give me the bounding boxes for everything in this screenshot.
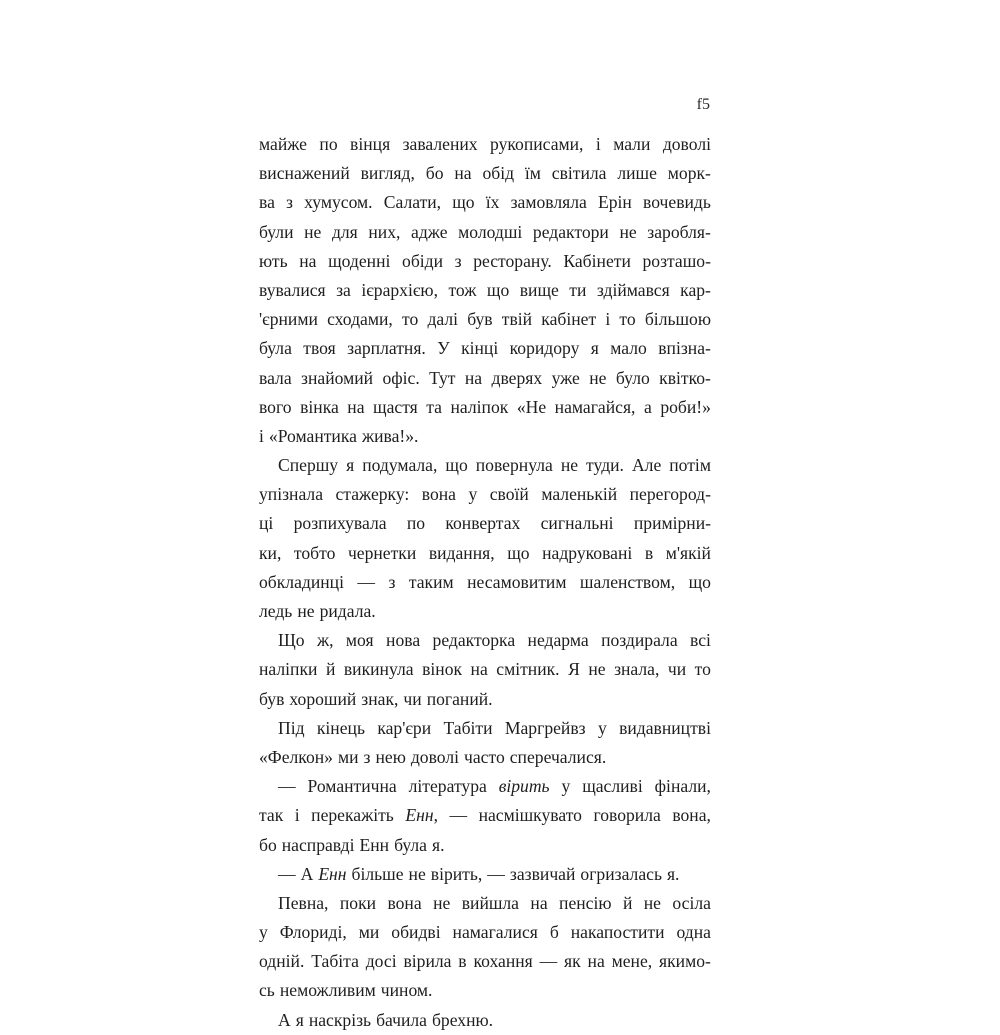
word: якимо-	[659, 951, 711, 972]
word: потім	[669, 455, 711, 476]
page-number: f5	[696, 96, 710, 113]
word: кінець	[316, 717, 365, 738]
text-line	[259, 626, 711, 655]
word: хороший	[289, 688, 357, 709]
word: насправді	[281, 834, 355, 855]
word: всі	[690, 630, 711, 651]
word: знайомий	[301, 367, 374, 388]
word: зарплатня.	[347, 338, 426, 359]
word: нова	[386, 630, 421, 651]
word: туди.	[586, 455, 624, 476]
text-line	[259, 743, 711, 772]
word: ж,	[316, 630, 334, 651]
word: у	[468, 484, 478, 505]
text-line	[259, 685, 711, 714]
word: з	[454, 250, 462, 271]
word: не	[643, 892, 661, 913]
word: Що	[278, 630, 305, 651]
word: вого	[259, 396, 292, 417]
word: не	[560, 455, 579, 476]
word: впізна-	[658, 338, 711, 359]
word: виснажений	[259, 163, 350, 184]
word: література	[408, 776, 487, 797]
word: був	[467, 309, 493, 330]
word: сь	[259, 980, 275, 1001]
word: б	[549, 922, 559, 943]
word: фінали,	[654, 776, 711, 797]
word: твій	[501, 309, 533, 330]
word: роби!»	[660, 396, 711, 417]
word: дверях	[491, 367, 543, 388]
word: ледь	[259, 601, 293, 621]
word: сигнальні	[540, 513, 614, 534]
word: лише	[617, 163, 657, 184]
word: їх	[485, 192, 500, 213]
word: Я	[568, 659, 580, 680]
word: розпихувала	[293, 513, 387, 534]
word: редактори	[532, 221, 609, 242]
word: Табіти	[443, 717, 493, 738]
word: вище	[519, 279, 559, 300]
word: з	[388, 571, 396, 592]
word: викинула	[343, 659, 414, 680]
word: стажерку:	[335, 484, 410, 505]
word: по	[319, 134, 338, 154]
word: 'єрними	[259, 309, 318, 330]
word: обкладинці	[259, 571, 344, 592]
word: своїй	[489, 484, 529, 505]
word: говорила	[593, 805, 661, 826]
word: вона,	[672, 805, 711, 826]
word: Ерін	[598, 192, 632, 213]
word: нею	[375, 746, 406, 767]
text-line	[259, 159, 711, 188]
word: на	[464, 367, 483, 388]
word: наліпки	[259, 659, 318, 680]
word: таким	[408, 571, 454, 592]
word: —	[278, 863, 296, 884]
word: було	[615, 367, 650, 388]
word: хумусом.	[304, 192, 373, 213]
word: Певна,	[278, 892, 329, 913]
word: вувалися	[259, 279, 326, 300]
word: кінці	[461, 338, 499, 359]
word: тож	[448, 279, 477, 300]
word: м'якій	[665, 542, 711, 563]
text-line	[259, 655, 711, 684]
word: а	[643, 396, 652, 417]
word: були	[259, 221, 294, 242]
word: молодші	[458, 221, 523, 242]
word: ми	[358, 922, 380, 943]
text-line	[259, 772, 711, 801]
word: твоя	[303, 338, 336, 359]
word: і	[259, 425, 264, 446]
word: так	[259, 805, 284, 826]
word: А	[278, 1009, 291, 1030]
word: вигляд,	[360, 163, 415, 184]
word: редакторка	[432, 630, 516, 651]
text-line	[259, 509, 711, 538]
word: за	[336, 279, 351, 300]
word: з	[363, 746, 371, 767]
word: огризалась	[580, 863, 662, 884]
word: ти	[569, 279, 587, 300]
word: А	[300, 863, 314, 884]
word: накапостити	[570, 922, 665, 943]
word: і	[595, 134, 601, 154]
word: як	[564, 951, 581, 972]
word: з	[286, 192, 293, 213]
word: я.	[666, 863, 680, 884]
word: зазвичай	[509, 863, 576, 884]
word: брехню.	[431, 1009, 494, 1030]
word: офіс.	[382, 367, 420, 388]
word: ва	[259, 192, 275, 213]
word: для	[331, 221, 358, 242]
word: Енн	[318, 863, 347, 884]
word: Флориді,	[279, 922, 347, 943]
word: чи	[403, 688, 422, 709]
text-line	[259, 860, 711, 889]
word: «Не	[516, 396, 547, 417]
text-line	[259, 276, 711, 305]
word: вірить	[498, 776, 550, 797]
word: намагайся,	[554, 396, 636, 417]
word: світила	[551, 163, 607, 184]
text-line	[259, 247, 711, 276]
word: доволі	[410, 746, 460, 767]
word: у	[597, 717, 607, 738]
word: наскрізь	[308, 1009, 372, 1030]
word: що	[452, 192, 475, 213]
text-line	[259, 831, 711, 860]
word: обіди	[402, 250, 444, 271]
word: тобто	[293, 542, 336, 563]
text-line	[259, 947, 711, 976]
text-line	[259, 451, 711, 480]
word: —	[449, 805, 468, 826]
word: то	[619, 309, 636, 330]
word: здіймався	[596, 279, 670, 300]
word: що	[486, 279, 510, 300]
word: не	[588, 659, 606, 680]
word: кар'єри	[377, 717, 432, 738]
word: «Фелкон»	[259, 746, 333, 767]
word: й	[325, 659, 336, 680]
word: бо	[259, 834, 277, 855]
word: поздирала	[601, 630, 678, 651]
word: моя	[345, 630, 374, 651]
word: мали	[613, 134, 651, 154]
word: не	[619, 221, 637, 242]
word: більше	[351, 863, 404, 884]
word: то	[694, 659, 711, 680]
text-line	[259, 218, 711, 247]
word: Енн,	[405, 805, 438, 826]
word: знала,	[614, 659, 660, 680]
word: жива!».	[361, 425, 419, 446]
word: Маргрейвз	[504, 717, 586, 738]
text-line	[259, 188, 711, 217]
text-line	[259, 1006, 711, 1035]
word: одна	[676, 922, 711, 943]
word: перекажіть	[311, 805, 394, 826]
word: вочевидь	[643, 192, 711, 213]
word: сперечалися.	[509, 746, 607, 767]
word: чернетки	[347, 542, 417, 563]
word: не	[297, 601, 315, 621]
word: У	[437, 338, 450, 359]
word: морк-	[667, 163, 711, 184]
word: Табіта	[311, 951, 359, 972]
word: досі	[365, 951, 397, 972]
word: рукописами,	[490, 134, 584, 154]
word: і	[605, 309, 611, 330]
word: недарма	[527, 630, 589, 651]
word: —	[539, 951, 558, 972]
word: чином.	[380, 980, 433, 1001]
word: заробля-	[647, 221, 711, 242]
word: Салати,	[383, 192, 442, 213]
word: Кабінети	[563, 250, 631, 271]
word: вінка	[300, 396, 339, 417]
word: на	[347, 396, 365, 417]
word: ми	[337, 746, 359, 767]
word: надруковані	[542, 542, 633, 563]
word: завалених	[402, 134, 478, 154]
word: Але	[631, 455, 662, 476]
text-line	[259, 393, 711, 422]
word: обидві	[391, 922, 441, 943]
word: часто	[464, 746, 505, 767]
word: був	[259, 688, 285, 709]
word: по	[406, 513, 426, 534]
word: на	[470, 659, 488, 680]
word: намагалися	[452, 922, 538, 943]
word: то	[401, 309, 419, 330]
word: щасливі	[582, 776, 643, 797]
word: ки,	[259, 542, 282, 563]
word: упізнала	[259, 484, 324, 505]
word: кохання	[473, 951, 533, 972]
word: вінок	[422, 659, 463, 680]
word: них,	[368, 221, 401, 242]
word: —	[487, 863, 505, 884]
word: Романтична	[307, 776, 397, 797]
word: адже	[411, 221, 448, 242]
word: їм	[524, 163, 541, 184]
text-line	[259, 918, 711, 947]
text-line	[259, 422, 711, 451]
word: обід	[482, 163, 515, 184]
word: кабінет	[541, 309, 597, 330]
word: що	[445, 455, 468, 476]
word: перегород-	[629, 484, 711, 505]
word: не	[433, 892, 451, 913]
word: Тут	[429, 367, 456, 388]
word: уже	[551, 367, 580, 388]
text-line	[259, 976, 711, 1005]
word: ієрархією,	[361, 279, 438, 300]
word: щастя	[373, 396, 418, 417]
word: вірила	[403, 951, 452, 972]
word: «Романтика	[268, 425, 357, 446]
word: бо	[425, 163, 444, 184]
word: у	[561, 776, 571, 797]
word: смітник.	[496, 659, 560, 680]
word: знак,	[361, 688, 399, 709]
word: наліпок	[450, 396, 509, 417]
word: у	[259, 922, 268, 943]
word: була	[259, 338, 292, 359]
word: в	[458, 951, 467, 972]
word: квітко-	[659, 367, 711, 388]
word: щоденні	[328, 250, 391, 271]
word: що	[688, 571, 711, 592]
word: бачила	[376, 1009, 427, 1030]
word: ресторану.	[473, 250, 552, 271]
word: вона	[387, 892, 422, 913]
word: примірни-	[633, 513, 711, 534]
word: я	[295, 1009, 304, 1030]
word: далі	[427, 309, 459, 330]
word: я	[346, 455, 355, 476]
word: Під	[278, 717, 305, 738]
word: я.	[432, 834, 445, 855]
word: видання,	[428, 542, 495, 563]
word: кар-	[680, 279, 711, 300]
word: ють	[259, 250, 288, 271]
word: й	[622, 892, 633, 913]
word: я	[590, 338, 599, 359]
word: на	[299, 250, 317, 271]
word: на	[587, 951, 605, 972]
word: Спершу	[278, 455, 339, 476]
word: конвертах	[445, 513, 521, 534]
text-line	[259, 305, 711, 334]
word: —	[357, 571, 376, 592]
word: поки	[339, 892, 377, 913]
word: більшою	[644, 309, 711, 330]
word: чи	[667, 659, 687, 680]
word: вірить,	[430, 863, 483, 884]
word: на	[454, 163, 472, 184]
word: несамовитим	[467, 571, 567, 592]
text-line	[259, 364, 711, 393]
word: маленькій	[541, 484, 618, 505]
word: поганий.	[426, 688, 493, 709]
word: коридору	[509, 338, 580, 359]
word: доволі	[662, 134, 711, 154]
word: мене,	[611, 951, 653, 972]
word: шаленством,	[579, 571, 676, 592]
word: вала	[259, 367, 292, 388]
word: не	[408, 863, 426, 884]
word: —	[278, 776, 296, 797]
word: осіла	[672, 892, 711, 913]
word: неможливим	[279, 980, 376, 1001]
text-line	[259, 130, 711, 159]
word: пенсію	[559, 892, 612, 913]
word: що	[507, 542, 530, 563]
word: вінця	[350, 134, 391, 154]
word: вийшла	[461, 892, 519, 913]
word: одній.	[259, 951, 305, 972]
word: видавництві	[619, 717, 711, 738]
word: та	[426, 396, 442, 417]
word: майже	[259, 134, 307, 154]
word: замовляла	[510, 192, 587, 213]
word: вона	[421, 484, 456, 505]
text-line	[259, 801, 711, 830]
text-line	[259, 889, 711, 918]
word: мало	[610, 338, 647, 359]
word: розташо-	[642, 250, 711, 271]
word: ридала.	[319, 601, 376, 621]
word: на	[530, 892, 548, 913]
word: повернула	[475, 455, 553, 476]
text-line	[259, 714, 711, 743]
text-line	[259, 597, 711, 626]
word: і	[294, 805, 300, 826]
word: в	[644, 542, 654, 563]
word: ці	[259, 513, 274, 534]
text-line	[259, 539, 711, 568]
word: подумала,	[362, 455, 438, 476]
word: насмішкувато	[478, 805, 582, 826]
word: була	[394, 834, 427, 855]
word: Енн	[359, 834, 390, 855]
word: не	[304, 221, 322, 242]
text-line	[259, 568, 711, 597]
word: не	[589, 367, 607, 388]
word: сходами,	[327, 309, 393, 330]
text-line	[259, 480, 711, 509]
text-line	[259, 334, 711, 363]
body-text	[259, 130, 711, 1035]
